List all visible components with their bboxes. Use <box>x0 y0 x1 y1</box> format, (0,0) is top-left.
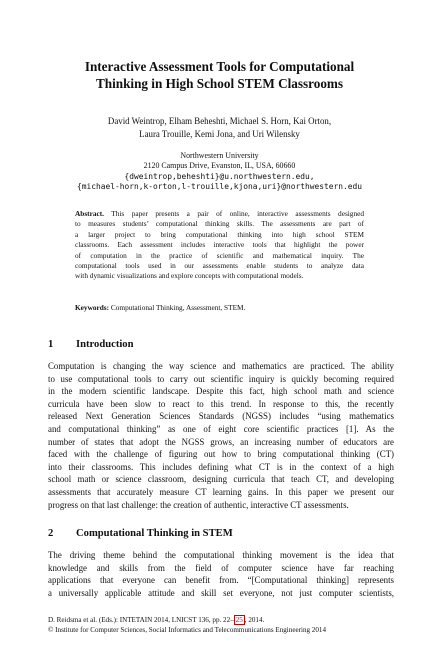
footer <box>48 615 394 635</box>
emails-line-2: {michael-horn,k-orton,l-trouille,kjona,uri}@northwestern.edu <box>76 182 363 192</box>
copyright: © Institute for Computer Sciences, Social Informatics and Telecommunications Engineering 2014 <box>48 626 326 634</box>
abstract-line: with dynamic visualizations and explore concepts with computational models. <box>75 271 304 281</box>
title-line-1: Interactive Assessment Tools for Computational <box>84 59 355 74</box>
body-line: Computation is changing the way science and mathematics are practiced. The ability <box>48 361 394 371</box>
keywords-text: Computational Thinking, Assessment, STEM. <box>109 303 246 312</box>
body-line: in the modern scientific landscape. Despite this fact, high school math and science <box>48 386 394 397</box>
abstract <box>75 209 364 282</box>
abstract-line: to measures students’ computational thinking skills. The assessments are part of <box>75 219 364 229</box>
body-line: released Next Generation Sciences Standards (NGSS) includes “using mathematics <box>48 411 394 422</box>
abstract-line: This paper presents a pair of online, interactive assessments designed <box>103 209 364 218</box>
keywords <box>75 303 364 313</box>
section-number: 2 <box>48 528 54 539</box>
section-1-heading <box>48 339 134 350</box>
body-line: progress on that last challenge: the creation of authentic, interactive CT assessments. <box>48 499 349 510</box>
body-line: faced with the challenge of figuring out how to bring computational thinking (CT) <box>48 449 394 460</box>
address: 2120 Campus Drive, Evanston, IL, USA, 60660 <box>143 161 296 171</box>
keywords-label: Keywords: <box>75 303 110 312</box>
citation-text: D. Reidsma et al. (Eds.): INTETAIN 2014, LNICST 136, pp. 22– <box>48 616 234 624</box>
body-line: The driving theme behind the computational thinking movement is the idea that <box>48 550 394 560</box>
section-title: Computational Thinking in STEM <box>76 528 233 539</box>
body-line: applications that everyone can benefit from. “[Computational thinking] represents <box>48 575 394 586</box>
author-list <box>20 115 419 140</box>
body-line: and computational thinking” as one of eight core scientific practices [1]. As the <box>48 423 394 434</box>
section-2-body <box>48 549 394 599</box>
title-line-2: Thinking in High School STEM Classrooms <box>95 76 344 91</box>
paper-title <box>20 58 419 92</box>
body-line: knowledge and skills from the field of computer science have far reaching <box>48 562 394 573</box>
abstract-line: a larger project to bring computational thinking into high school STEM <box>75 229 364 239</box>
authors-line-2: Laura Trouille, Kemi Jona, and Uri Wilensky <box>139 128 300 139</box>
abstract-line: of computation in the practice of scientific and mathematical inquiry. The <box>75 250 364 260</box>
body-line: assessments that accurately measure CT learning gains. In this paper we present our <box>48 486 394 497</box>
citation-year: , 2014. <box>244 616 265 624</box>
body-line: a universally applicable attitude and skill set everyone, not just computer scientists, <box>48 587 394 598</box>
body-line: curricula have been slow to react to this trend. In response to this, the recently <box>48 398 394 409</box>
affiliation-block <box>10 151 429 193</box>
citation-line <box>48 615 394 625</box>
section-2-heading <box>48 528 233 539</box>
abstract-label: Abstract. <box>75 209 104 218</box>
body-line: to use computational tools to carry out scientific inquiry is quickly becoming required <box>48 373 394 384</box>
body-line: into their classrooms. This includes defining what CT is in the context of a high <box>48 461 394 472</box>
body-line: school math or science classroom, designing curricula that teach CT, and developing <box>48 474 394 485</box>
page-link[interactable]: 25 <box>235 616 243 624</box>
abstract-line: classrooms. Each assessment includes interactive tools that highlight the power <box>75 240 364 250</box>
body-line: number of states that adopt the NGSS grows, an increasing number of educators are <box>48 436 394 447</box>
section-title: Introduction <box>76 339 134 350</box>
emails-line-1: {dweintrop,beheshti}@u.northwestern.edu, <box>124 171 315 181</box>
section-number: 1 <box>48 339 54 350</box>
section-1-body <box>48 360 394 511</box>
institution: Northwestern University <box>180 151 259 160</box>
abstract-line: computational tools used in our assessments enable students to analyze data <box>75 261 364 271</box>
authors-line-1: David Weintrop, Elham Beheshti, Michael S. Horn, Kai Orton, <box>107 116 332 126</box>
